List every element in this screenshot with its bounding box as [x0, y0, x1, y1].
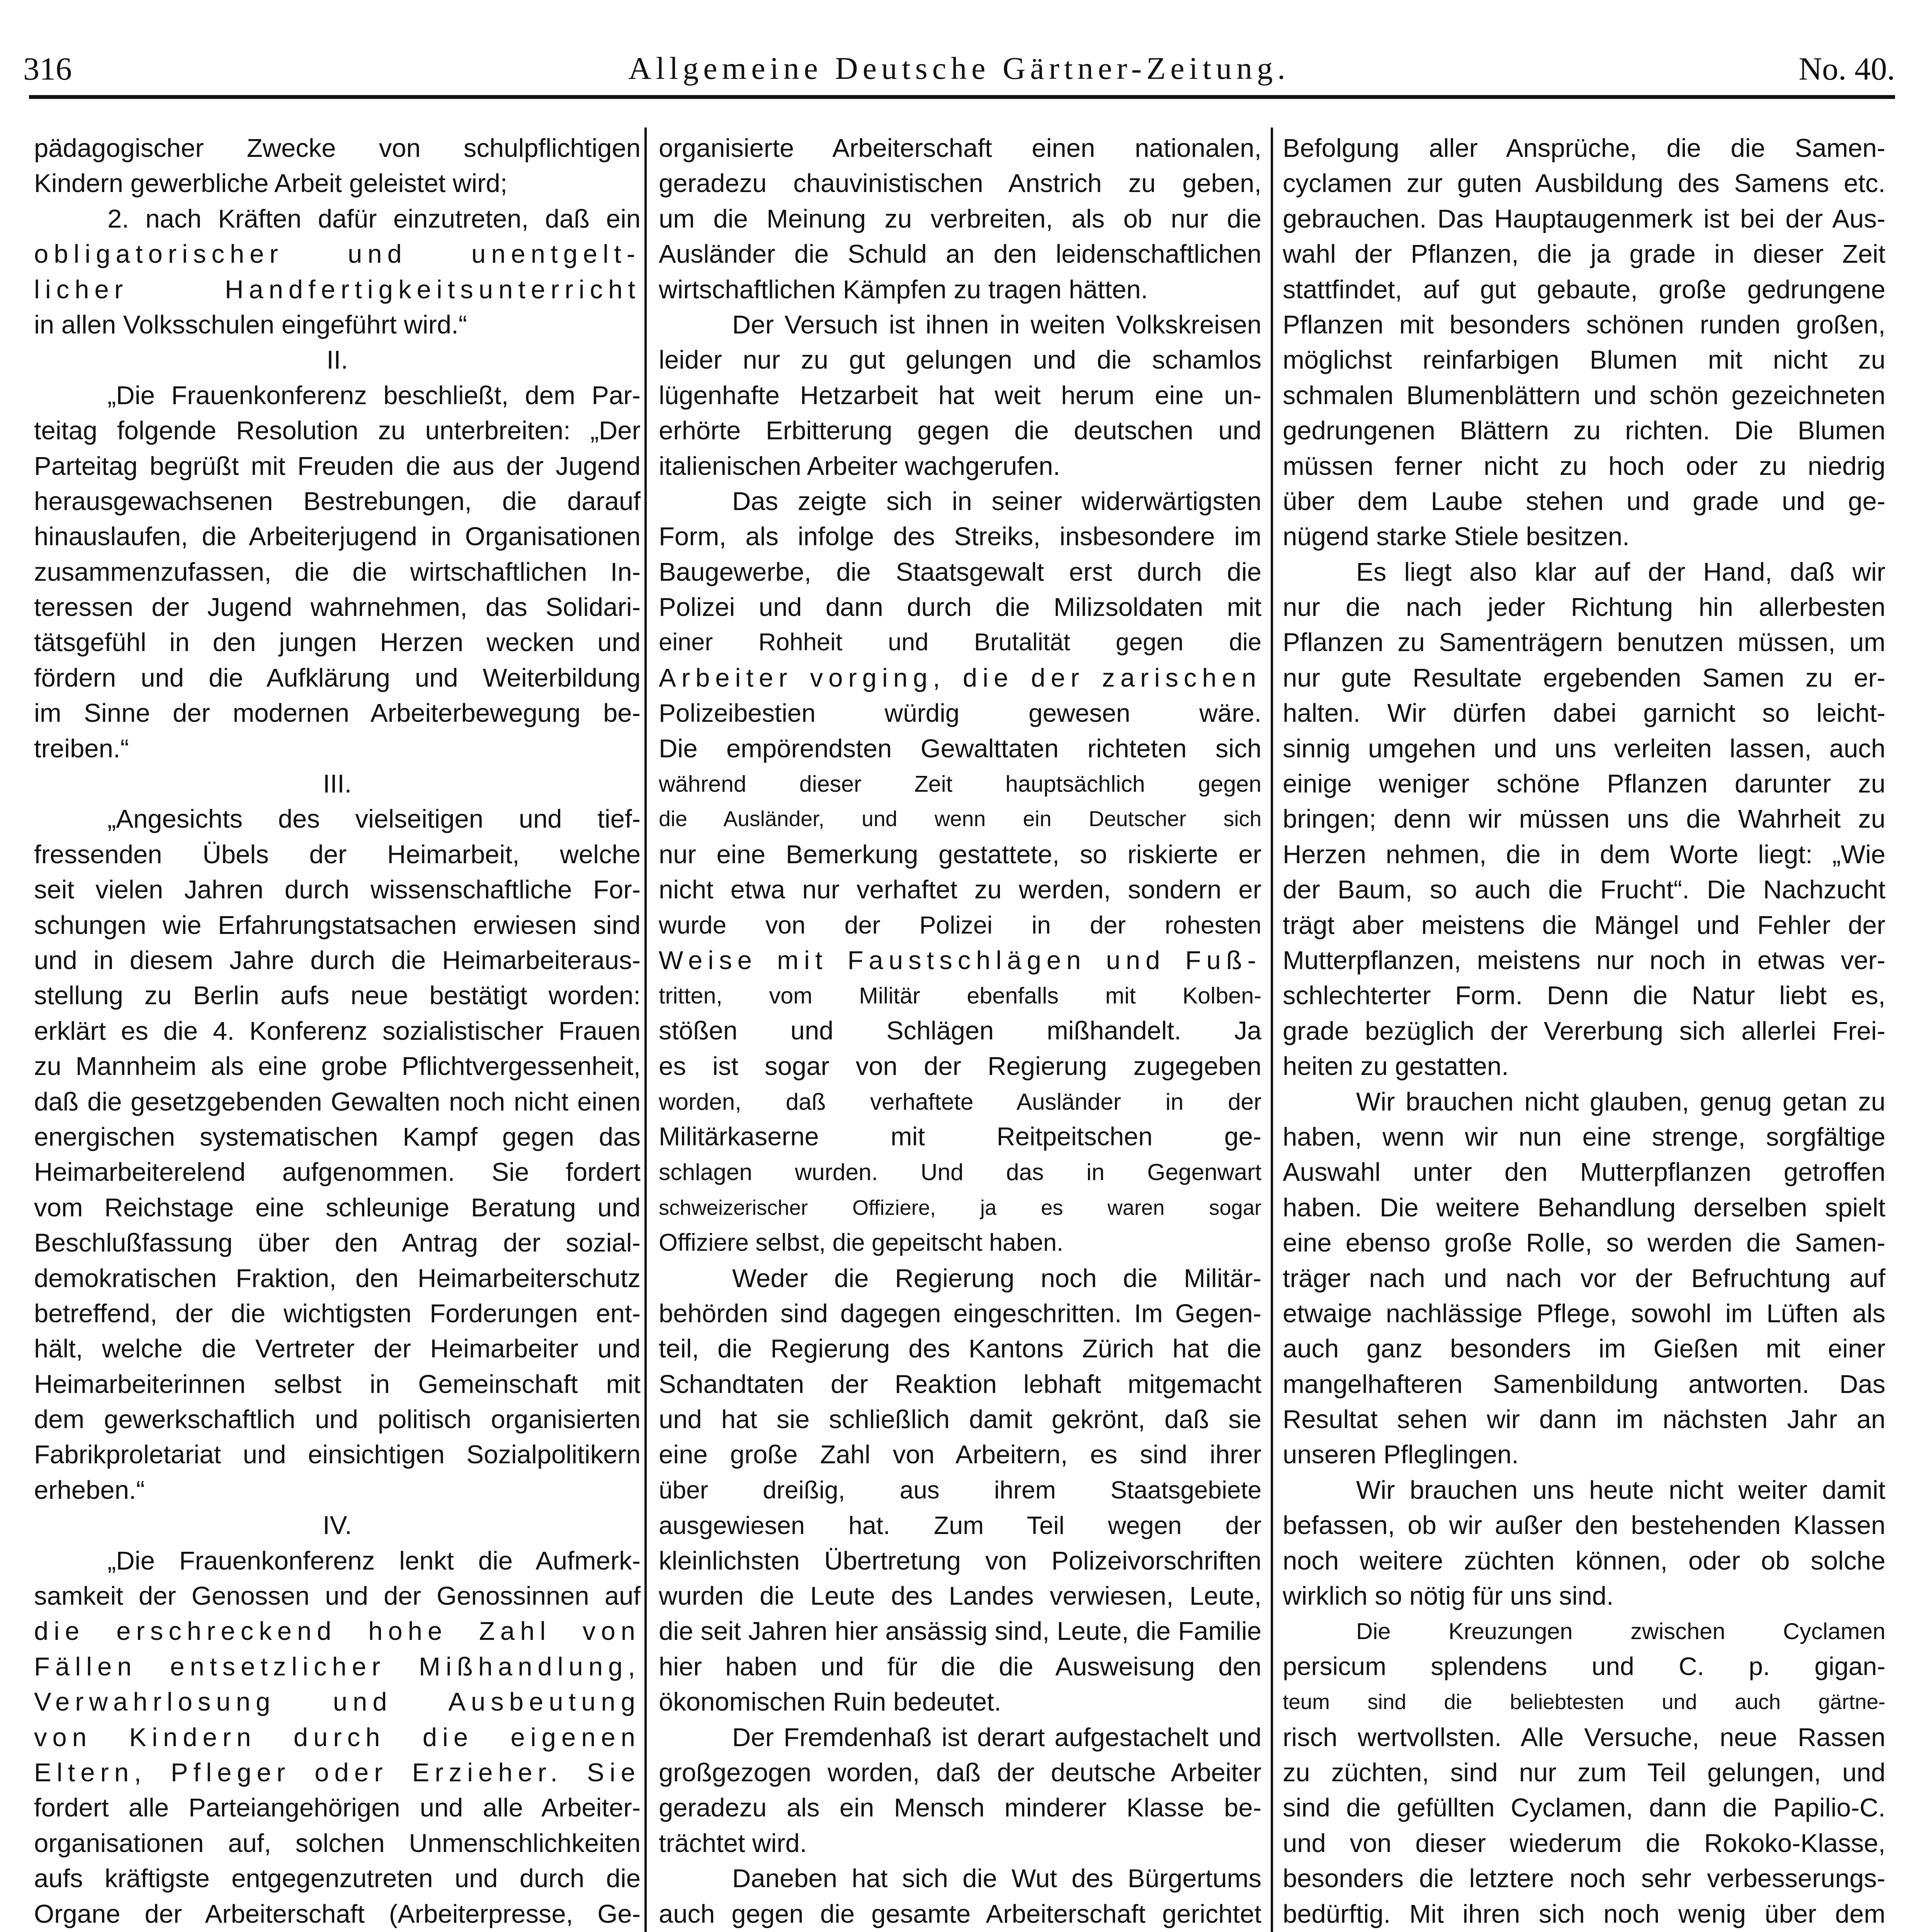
text-line: Militärkaserne mit Reitpeitschen ge-	[659, 1122, 1261, 1151]
text-line: Die empörendsten Gewalttaten richteten sich	[659, 734, 1261, 763]
text-line: zusammenzufassen, die die wirtschaftlichen In-	[34, 557, 641, 587]
text-line: in allen Volksschulen eingeführt wird.“	[34, 310, 467, 339]
text-line: Heimarbeiterinnen selbst in Gemeinschaft mit	[34, 1369, 641, 1399]
text-line: und von dieser wiederum die Rokoko-Klasse,	[1283, 1828, 1885, 1858]
text-line: ökonomischen Ruin bedeutet.	[659, 1687, 1001, 1717]
text-line: nur gute Resultate ergebenden Samen zu er-	[1283, 663, 1885, 692]
text-line: Weder die Regierung noch die Militär-	[732, 1264, 1261, 1293]
text-line: um die Meinung zu verbreiten, als ob nur die	[659, 204, 1261, 233]
text-line: Weise mit Faustschlägen und Fuß-	[659, 946, 1261, 975]
text-line: die Ausländer, und wenn ein Deutscher sich	[659, 807, 1261, 831]
text-line: ausgewiesen hat. Zum Teil wegen der	[659, 1511, 1261, 1540]
text-line: Offiziere selbst, die gepeitscht haben.	[659, 1229, 1064, 1257]
text-line: herausgewachsenen Bestrebungen, die darauf	[34, 486, 641, 516]
text-line: Fabrikproletariat und einsichtigen Sozialpolitikern	[34, 1440, 641, 1469]
text-line: Auswahl unter den Mutterpflanzen getroffen	[1283, 1158, 1885, 1187]
text-line: befassen, ob wir außer den bestehenden Klassen	[1283, 1511, 1885, 1540]
text-line: Verwahrlosung und Ausbeutung	[34, 1687, 641, 1717]
text-line: demokratischen Fraktion, den Heimarbeiterschutz	[34, 1264, 641, 1293]
text-line: trägt aber meistens die Mängel und Fehler der	[1283, 910, 1885, 940]
text-line: wurden die Leute des Landes verwiesen, Leute,	[659, 1582, 1261, 1611]
text-line: bedürftig. Mit ihren sich noch wenig über dem	[1283, 1899, 1885, 1929]
text-line: wahl der Pflanzen, die ja grade in dieser Zeit	[1283, 240, 1885, 269]
text-line: über dem Laube stehen und grade und ge-	[1283, 486, 1885, 516]
text-line: einige weniger schöne Pflanzen darunter zu	[1283, 769, 1885, 799]
text-line: behörden sind dagegen eingeschritten. Im Gegen-	[659, 1299, 1261, 1328]
text-line: Befolgung aller Ansprüche, die die Samen-	[1283, 134, 1885, 163]
text-line: organisierte Arbeiterschaft einen nationalen,	[659, 134, 1261, 163]
text-line: Das zeigte sich in seiner widerwärtigsten	[732, 486, 1261, 516]
text-line: es ist sogar von der Regierung zugegeben	[659, 1052, 1261, 1081]
text-line: sind die gefüllten Cyclamen, dann die Papilio-C.	[1283, 1793, 1885, 1823]
text-line: der Baum, so auch die Frucht“. Die Nachzucht	[1283, 875, 1885, 905]
text-line: zu züchten, sind nur zum Teil gelungen, und	[1283, 1758, 1885, 1787]
text-line: Der Fremdenhaß ist derart aufgestachelt und	[732, 1723, 1261, 1752]
text-line: auch ganz besonders im Gießen mit einer	[1283, 1334, 1885, 1364]
text-line: noch weitere züchten können, oder ob solche	[1283, 1546, 1885, 1575]
text-line: die seit Jahren hier ansässig sind, Leute, die Familie	[659, 1617, 1261, 1646]
text-line: Wir brauchen nicht glauben, genug getan zu	[1356, 1087, 1885, 1116]
text-line: energischen systematischen Kampf gegen das	[34, 1122, 641, 1151]
text-line: aufs kräftigste entgegenzutreten und durch die	[34, 1864, 641, 1893]
column-1	[34, 131, 641, 1932]
text-line: fressenden Übels der Heimarbeit, welche	[34, 840, 641, 869]
text-line: Die Kreuzungen zwischen Cyclamen	[1356, 1618, 1885, 1645]
text-line: gebrauchen. Das Hauptaugenmerk ist bei der Aus-	[1283, 204, 1885, 233]
text-line: zu Mannheim als eine grobe Pflichtvergessenheit,	[34, 1052, 641, 1081]
column-2	[659, 131, 1261, 1932]
text-line: Polizei und dann durch die Milizsoldaten mit	[659, 593, 1261, 622]
text-line: möglichst reinfarbigen Blumen mit nicht zu	[1283, 345, 1885, 375]
text-line: bringen; denn wir müssen uns die Wahrheit zu	[1283, 804, 1885, 834]
text-line: Ausländer die Schuld an den leidenschaftlichen	[659, 240, 1261, 269]
text-line: erhörte Erbitterung gegen die deutschen und	[659, 416, 1261, 446]
text-line: pädagogischer Zwecke von schulpflichtigen	[34, 134, 641, 163]
text-line: hier haben und für die die Ausweisung den	[659, 1652, 1261, 1681]
text-line: teressen der Jugend wahrnehmen, das Solidari-	[34, 593, 641, 622]
text-line: eine große Zahl von Arbeitern, es sind ihrer	[659, 1440, 1261, 1469]
text-line: schungen wie Erfahrungstatsachen erwiesen sind	[34, 910, 641, 940]
text-line: vom Reichstage eine schleunige Beratung und	[34, 1193, 641, 1222]
text-line: grade bezüglich der Vererbung sich allerlei Frei-	[1283, 1016, 1885, 1046]
text-line: Baugewerbe, die Staatsgewalt erst durch die	[659, 557, 1261, 587]
text-line: einer Rohheit und Brutalität gegen die	[659, 629, 1261, 656]
text-line: lügenhafte Hetzarbeit hat weit herum eine un-	[659, 381, 1261, 410]
text-line: hält, welche die Vertreter der Heimarbeiter und	[34, 1334, 641, 1364]
text-line: daß die gesetzgebenden Gewalten noch nicht einen	[34, 1087, 641, 1116]
text-line: seit vielen Jahren durch wissenschaftliche For-	[34, 875, 641, 905]
text-line: nur die nach jeder Richtung hin allerbesten	[1283, 593, 1885, 622]
text-line: auch gegen die gesamte Arbeiterschaft gerichtet	[659, 1899, 1261, 1929]
text-line: risch wertvollsten. Alle Versuche, neue Rassen	[1283, 1723, 1885, 1752]
column-divider-1	[644, 128, 647, 1932]
text-line: nügend starke Stiele besitzen.	[1283, 522, 1630, 551]
text-line: samkeit der Genossen und der Genossinnen auf	[34, 1582, 641, 1611]
text-line: persicum splendens und C. p. gigan-	[1283, 1652, 1885, 1681]
text-line: Heimarbeiterelend aufgenommen. Sie fordert	[34, 1158, 641, 1187]
text-line: schmalen Blumenblättern und schön gezeichneten	[1283, 381, 1885, 410]
text-line: im Sinne der modernen Arbeiterbewegung be-	[34, 699, 641, 728]
text-line: Daneben hat sich die Wut des Bürgertums	[732, 1864, 1261, 1893]
text-line: treiben.“	[34, 734, 129, 763]
text-line: stößen und Schlägen mißhandelt. Ja	[659, 1016, 1261, 1045]
text-line: und in diesem Jahre durch die Heimarbeiteraus-	[34, 946, 641, 975]
text-line: teil, die Regierung des Kantons Zürich hat die	[659, 1334, 1261, 1364]
text-line: fordert alle Parteiangehörigen und alle Arbeiter-	[34, 1793, 641, 1823]
text-line: Herzen nehmen, die in dem Worte liegt: „Wie	[1283, 840, 1885, 869]
text-line: Eltern, Pfleger oder Erzieher. Sie	[34, 1758, 641, 1787]
text-line: stattfindet, auf gut gebaute, große gedrungene	[1283, 275, 1885, 304]
text-line: und hat sie schließlich damit gekrönt, daß sie	[659, 1405, 1261, 1434]
text-line: geradezu chauvinistischen Anstrich zu geben,	[659, 169, 1261, 198]
text-line: Beschlußfassung über den Antrag der sozial-	[34, 1228, 641, 1258]
text-line: „Die Frauenkonferenz beschließt, dem Par-	[107, 381, 641, 410]
column-divider-2	[1271, 128, 1273, 1932]
text-line: Polizeibestien würdig gewesen wäre.	[659, 699, 1261, 728]
text-line: trächtet wird.	[659, 1828, 807, 1858]
text-line: nicht etwa nur verhaftet zu werden, sondern er	[659, 875, 1261, 905]
text-line: nur eine Bemerkung gestattete, so riskierte er	[659, 840, 1261, 869]
text-line: tätsgefühl in den jungen Herzen wecken und	[34, 628, 641, 657]
text-line: italienischen Arbeiter wachgerufen.	[659, 451, 1061, 481]
text-line: träger nach und nach vor der Befruchtung auf	[1283, 1264, 1885, 1293]
text-line: stellung zu Berlin aufs neue bestätigt worden:	[34, 981, 641, 1010]
text-line: sinnig umgehen und uns verleiten lassen, auch	[1283, 734, 1885, 763]
text-line: schlechterter Form. Denn die Natur liebt es,	[1283, 981, 1885, 1010]
newspaper-title: Allgemeine Deutsche Gärtner-Zeitung.	[628, 51, 1290, 86]
text-line: tritten, vom Militär ebenfalls mit Kolben-	[659, 983, 1261, 1009]
text-line: wirklich so nötig für uns sind.	[1283, 1582, 1614, 1611]
text-line: etwaige nachlässige Pflege, sowohl im Lüften als	[1283, 1299, 1885, 1328]
text-line: „Angesichts des vielseitigen und tief-	[107, 804, 641, 834]
column-3	[1283, 131, 1885, 1932]
text-line: unseren Pfleglingen.	[1283, 1440, 1519, 1469]
page-number: 316	[23, 51, 72, 87]
text-line: organisationen auf, solchen Unmenschlichkeiten	[34, 1828, 641, 1858]
text-line: erklärt es die 4. Konferenz sozialistischer Frauen	[34, 1016, 641, 1046]
text-line: Form, als infolge des Streiks, insbesondere im	[659, 522, 1261, 551]
text-line: halten. Wir dürfen dabei garnicht so leicht-	[1283, 699, 1885, 728]
text-line: Mutterpflanzen, meistens nur noch in etwas ver-	[1283, 946, 1885, 975]
header-rule	[29, 95, 1895, 99]
text-line: heiten zu gestatten.	[1283, 1052, 1509, 1081]
text-line: gedrungenen Blättern zu richten. Die Blumen	[1283, 416, 1885, 446]
text-line: „Die Frauenkonferenz lenkt die Aufmerk-	[107, 1546, 641, 1575]
section-label: III.	[323, 769, 352, 799]
text-line: erheben.“	[34, 1475, 145, 1505]
text-line: Fällen entsetzlicher Mißhandlung,	[34, 1652, 641, 1681]
text-line: schweizerischer Offiziere, ja es waren sogar	[659, 1196, 1261, 1219]
text-line: Der Versuch ist ihnen in weiten Volkskreisen	[732, 310, 1261, 339]
text-line: Arbeiter vorging, die der zarischen	[659, 663, 1261, 692]
text-line: Schandtaten der Reaktion lebhaft mitgemacht	[659, 1369, 1261, 1399]
text-line: obligatorischer und unentgelt-	[34, 240, 641, 269]
text-line: hinauslaufen, die Arbeiterjugend in Organisationen	[34, 522, 641, 551]
text-line: kleinlichsten Übertretung von Polizeivorschriften	[659, 1546, 1261, 1575]
text-line: die erschreckend hohe Zahl von	[34, 1617, 641, 1646]
text-line: Wir brauchen uns heute nicht weiter damit	[1356, 1475, 1885, 1505]
text-line: fördern und die Aufklärung und Weiterbildung	[34, 663, 641, 692]
text-line: Parteitag begrüßt mit Freuden die aus der Jugend	[34, 451, 641, 481]
text-line: müssen ferner nicht zu hoch oder zu niedrig	[1283, 451, 1885, 481]
text-line: besonders die letztere noch sehr verbesserungs-	[1283, 1864, 1885, 1893]
text-line: wirtschaftlichen Kämpfen zu tragen hätten.	[659, 275, 1148, 304]
text-line: eine ebenso große Rolle, so werden die Samen-	[1283, 1228, 1885, 1258]
text-line: cyclamen zur guten Ausbildung des Samens etc.	[1283, 169, 1885, 198]
text-line: großgezogen worden, daß der deutsche Arbeiter	[659, 1758, 1261, 1787]
section-label: IV.	[323, 1511, 352, 1540]
text-line: während dieser Zeit hauptsächlich gegen	[659, 771, 1261, 797]
text-line: dem gewerkschaftlich und politisch organisierten	[34, 1405, 641, 1434]
text-line: schlagen wurden. Und das in Gegenwart	[659, 1159, 1261, 1185]
text-line: geradezu als ein Mensch minderer Klasse be-	[659, 1793, 1261, 1823]
text-line: worden, daß verhaftete Ausländer in der	[659, 1088, 1261, 1115]
issue-number: No. 40.	[1799, 51, 1895, 87]
text-line: Es liegt also klar auf der Hand, daß wir	[1356, 557, 1885, 587]
page-header	[23, 43, 1895, 89]
text-line: über dreißig, aus ihrem Staatsgebiete	[659, 1476, 1261, 1504]
text-line: von Kindern durch die eigenen	[34, 1723, 641, 1752]
text-line: Pflanzen zu Samenträgern benutzen müssen, um	[1283, 628, 1885, 657]
text-line: mangelhafteren Samenbildung antworten. Das	[1283, 1369, 1885, 1399]
text-line: betreffend, der die wichtigsten Forderungen ent-	[34, 1299, 641, 1328]
text-line: teum sind die beliebtesten und auch gärtne-	[1283, 1690, 1885, 1714]
text-line: Organe der Arbeiterschaft (Arbeiterpresse, Ge-	[34, 1899, 641, 1929]
text-line: leider nur zu gut gelungen und die schamlos	[659, 345, 1261, 375]
text-line: Pflanzen mit besonders schönen runden großen,	[1283, 310, 1885, 339]
text-line: teitag folgende Resolution zu unterbreiten: „Der	[34, 416, 641, 446]
text-line: haben. Die weitere Behandlung derselben spielt	[1283, 1193, 1885, 1222]
text-line: Resultat sehen wir dann im nächsten Jahr an	[1283, 1405, 1885, 1434]
text-line: Kindern gewerbliche Arbeit geleistet wird;	[34, 169, 508, 198]
text-line: 2. nach Kräften dafür einzutreten, daß ein	[107, 204, 641, 233]
text-line: licher Handfertigkeitsunterricht	[34, 275, 641, 304]
text-line: haben, wenn wir nun eine strenge, sorgfältige	[1283, 1122, 1885, 1151]
section-label: II.	[326, 345, 348, 375]
text-line: wurde von der Polizei in der rohesten	[659, 911, 1261, 939]
